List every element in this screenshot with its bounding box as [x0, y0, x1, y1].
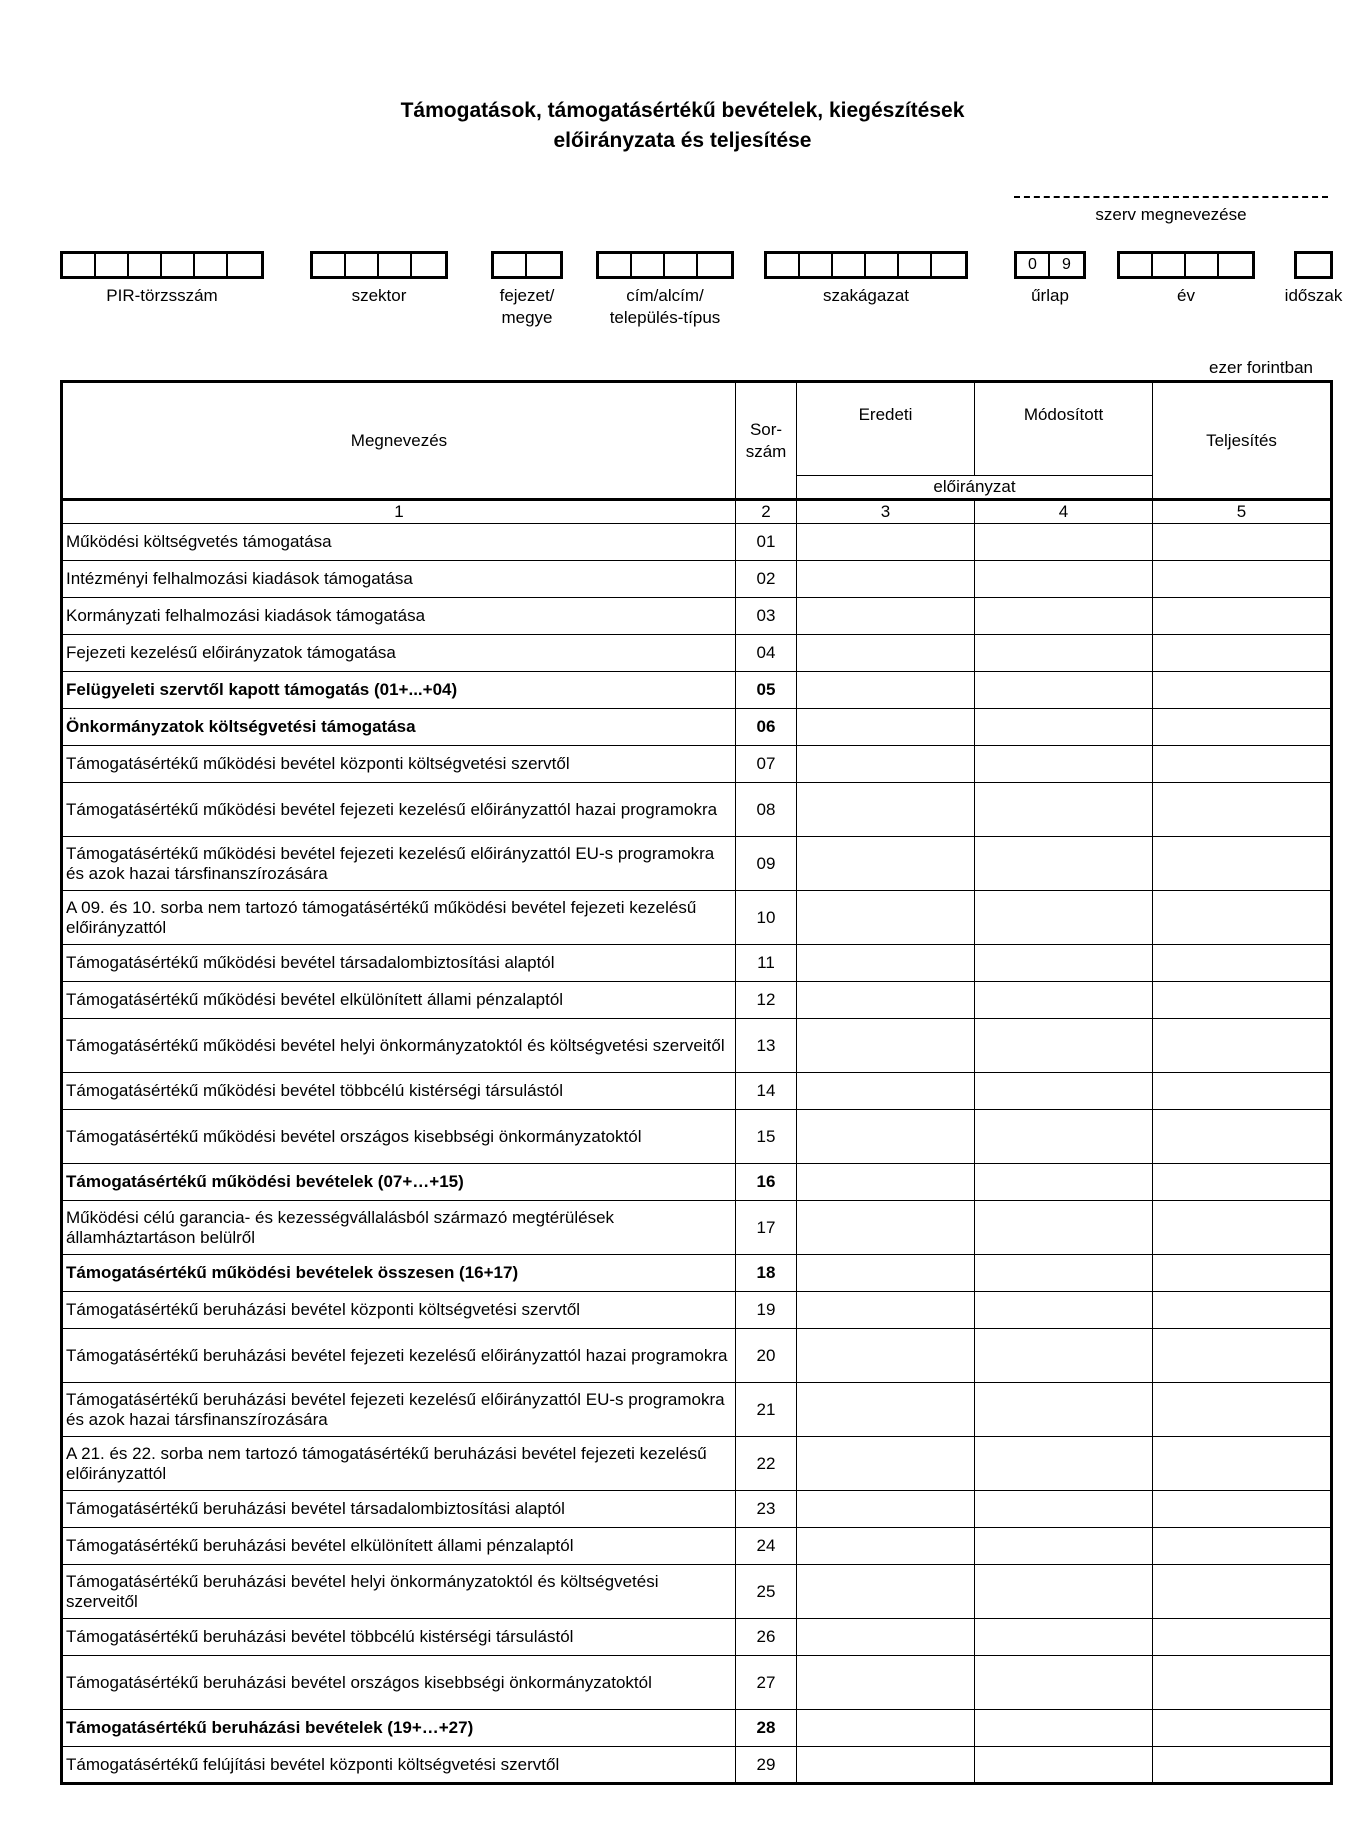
row-label: Támogatásértékű működési bevétel fejezeti kezelésű előirányzattól hazai programokra	[62, 783, 736, 837]
row-number: 19	[736, 1292, 797, 1329]
support-revenue-table	[60, 380, 1333, 1785]
row-label: Felügyeleti szervtől kapott támogatás (01+...+04)	[62, 672, 736, 709]
original-value-cell[interactable]	[797, 635, 975, 672]
code-digit-box[interactable]	[932, 254, 965, 276]
table-row	[62, 1164, 1332, 1201]
completion-value-cell[interactable]	[1153, 709, 1332, 746]
table-row	[62, 1383, 1332, 1437]
table-row	[62, 1710, 1332, 1747]
code-digit-box[interactable]	[767, 254, 800, 276]
original-value-cell[interactable]	[797, 837, 975, 891]
code-digit-box[interactable]	[346, 254, 379, 276]
row-label: A 09. és 10. sorba nem tartozó támogatásértékű működési bevétel fejezeti kezelésű előirányzattól	[62, 891, 736, 945]
row-number: 10	[736, 891, 797, 945]
original-value-cell[interactable]	[797, 1437, 975, 1491]
row-number: 05	[736, 672, 797, 709]
code-digit-box[interactable]	[665, 254, 698, 276]
form-title	[0, 96, 1365, 156]
row-number: 18	[736, 1255, 797, 1292]
original-value-cell[interactable]	[797, 1201, 975, 1255]
modified-value-cell[interactable]	[975, 1329, 1153, 1383]
completion-value-cell[interactable]	[1153, 1710, 1332, 1747]
table-row	[62, 1201, 1332, 1255]
code-label: űrlap	[1031, 286, 1069, 305]
code-label: fejezet/ megye	[499, 286, 555, 327]
row-number: 25	[736, 1565, 797, 1619]
modified-value-cell[interactable]	[975, 1710, 1153, 1747]
completion-value-cell[interactable]	[1153, 1255, 1332, 1292]
modified-value-cell[interactable]	[975, 1164, 1153, 1201]
code-group-2	[491, 251, 563, 327]
row-number: 26	[736, 1619, 797, 1656]
code-digit-box[interactable]	[96, 254, 129, 276]
code-group-7	[1284, 251, 1343, 305]
row-label: Támogatásértékű működési bevételek összesen (16+17)	[62, 1255, 736, 1292]
row-number: 08	[736, 783, 797, 837]
code-label: időszak	[1284, 286, 1343, 305]
modified-value-cell[interactable]	[975, 1437, 1153, 1491]
table-row	[62, 891, 1332, 945]
code-group-3	[596, 251, 734, 327]
row-number: 14	[736, 1073, 797, 1110]
code-digit-box[interactable]	[129, 254, 162, 276]
code-boxes[interactable]	[60, 251, 264, 279]
row-label: Kormányzati felhalmozási kiadások támogatása	[62, 598, 736, 635]
table-row	[62, 1255, 1332, 1292]
original-value-cell[interactable]	[797, 561, 975, 598]
code-boxes[interactable]	[491, 251, 563, 279]
row-label: Önkormányzatok költségvetési támogatása	[62, 709, 736, 746]
completion-value-cell[interactable]	[1153, 1383, 1332, 1437]
modified-value-cell[interactable]	[975, 1201, 1153, 1255]
table-row	[62, 672, 1332, 709]
modified-value-cell[interactable]	[975, 1073, 1153, 1110]
modified-value-cell[interactable]	[975, 945, 1153, 982]
code-digit-box[interactable]	[698, 254, 731, 276]
table-row	[62, 746, 1332, 783]
original-value-cell[interactable]	[797, 1110, 975, 1164]
row-number: 01	[736, 524, 797, 561]
table-row	[62, 1747, 1332, 1784]
completion-value-cell[interactable]	[1153, 672, 1332, 709]
code-digit-box[interactable]	[1120, 254, 1153, 276]
modified-value-cell[interactable]	[975, 709, 1153, 746]
code-digit-box[interactable]	[899, 254, 932, 276]
code-digit-box[interactable]	[599, 254, 632, 276]
code-label: év	[1177, 286, 1195, 305]
table-row	[62, 561, 1332, 598]
modified-value-cell[interactable]	[975, 672, 1153, 709]
code-label: cím/alcím/ település-típus	[609, 286, 721, 327]
header-budget-group: előirányzat	[797, 476, 1153, 500]
code-group-6	[1117, 251, 1255, 305]
modified-value-cell[interactable]	[975, 598, 1153, 635]
row-number: 03	[736, 598, 797, 635]
column-number: 3	[797, 500, 975, 524]
row-number: 02	[736, 561, 797, 598]
modified-value-cell[interactable]	[975, 1565, 1153, 1619]
form-title-line-2: előirányzata és teljesítése	[553, 129, 812, 152]
code-digit-box[interactable]	[1186, 254, 1219, 276]
completion-value-cell[interactable]	[1153, 1656, 1332, 1710]
row-number: 28	[736, 1710, 797, 1747]
modified-value-cell[interactable]	[975, 561, 1153, 598]
completion-value-cell[interactable]	[1153, 1565, 1332, 1619]
table-row	[62, 635, 1332, 672]
code-digit-box[interactable]	[632, 254, 665, 276]
modified-value-cell[interactable]	[975, 1019, 1153, 1073]
table-row	[62, 1656, 1332, 1710]
row-label: Támogatásértékű felújítási bevétel központi költségvetési szervtől	[62, 1747, 736, 1784]
original-value-cell[interactable]	[797, 982, 975, 1019]
original-value-cell[interactable]	[797, 1019, 975, 1073]
row-label: Támogatásértékű beruházási bevétel elkülönített állami pénzalaptól	[62, 1528, 736, 1565]
completion-value-cell[interactable]	[1153, 1201, 1332, 1255]
original-value-cell[interactable]	[797, 1565, 975, 1619]
row-number: 09	[736, 837, 797, 891]
row-number: 12	[736, 982, 797, 1019]
header-row-number	[736, 382, 797, 500]
table-row	[62, 1110, 1332, 1164]
code-boxes[interactable]	[1117, 251, 1255, 279]
row-number: 15	[736, 1110, 797, 1164]
row-number: 22	[736, 1437, 797, 1491]
completion-value-cell[interactable]	[1153, 1329, 1332, 1383]
column-number: 5	[1153, 500, 1332, 524]
modified-value-cell[interactable]	[975, 1656, 1153, 1710]
code-digit-box[interactable]	[379, 254, 412, 276]
row-number: 20	[736, 1329, 797, 1383]
column-number: 4	[975, 500, 1153, 524]
completion-value-cell[interactable]	[1153, 635, 1332, 672]
code-digit-box[interactable]	[800, 254, 833, 276]
row-label: Támogatásértékű működési bevétel fejezeti kezelésű előirányzattól EU-s programokra és azok hazai társfinanszírozására	[62, 837, 736, 891]
modified-value-cell[interactable]	[975, 746, 1153, 783]
code-digit-box[interactable]	[313, 254, 346, 276]
row-number: 23	[736, 1491, 797, 1528]
row-number: 27	[736, 1656, 797, 1710]
unit-label: ezer forintban	[1209, 358, 1313, 377]
organization-name-label: szerv megnevezése	[1095, 205, 1247, 224]
code-group-4	[764, 251, 968, 305]
original-value-cell[interactable]	[797, 1292, 975, 1329]
completion-value-cell[interactable]	[1153, 891, 1332, 945]
completion-value-cell[interactable]	[1153, 1437, 1332, 1491]
original-value-cell[interactable]	[797, 1164, 975, 1201]
table-row	[62, 837, 1332, 891]
table-row	[62, 1329, 1332, 1383]
table-row	[62, 1528, 1332, 1565]
row-label: Támogatásértékű működési bevételek (07+…+15)	[62, 1164, 736, 1201]
completion-value-cell[interactable]	[1153, 524, 1332, 561]
code-group-1	[310, 251, 448, 305]
table-row	[62, 783, 1332, 837]
completion-value-cell[interactable]	[1153, 1491, 1332, 1528]
modified-value-cell[interactable]	[975, 1292, 1153, 1329]
header-name: Megnevezés	[62, 382, 736, 500]
row-label: Támogatásértékű működési bevétel társadalombiztosítási alaptól	[62, 945, 736, 982]
row-label: Támogatásértékű beruházási bevétel fejezeti kezelésű előirányzattól hazai programokra	[62, 1329, 736, 1383]
completion-value-cell[interactable]	[1153, 561, 1332, 598]
completion-value-cell[interactable]	[1153, 1528, 1332, 1565]
modified-value-cell[interactable]	[975, 524, 1153, 561]
original-value-cell[interactable]	[797, 945, 975, 982]
code-digit-box[interactable]	[527, 254, 560, 276]
modified-value-cell[interactable]	[975, 1110, 1153, 1164]
original-value-cell[interactable]	[797, 1383, 975, 1437]
table-row	[62, 982, 1332, 1019]
row-number: 29	[736, 1747, 797, 1784]
modified-value-cell[interactable]	[975, 1619, 1153, 1656]
code-digit-box[interactable]	[162, 254, 195, 276]
code-digit-box[interactable]	[63, 254, 96, 276]
completion-value-cell[interactable]	[1153, 1073, 1332, 1110]
row-number: 11	[736, 945, 797, 982]
row-label: A 21. és 22. sorba nem tartozó támogatásértékű beruházási bevétel fejezeti kezelésű előirányzattól	[62, 1437, 736, 1491]
code-boxes[interactable]	[310, 251, 448, 279]
code-digit-box[interactable]	[1153, 254, 1186, 276]
row-label: Támogatásértékű beruházási bevétel fejezeti kezelésű előirányzattól EU-s programokra és azok hazai társfinanszírozására	[62, 1383, 736, 1437]
form-title-line-1: Támogatások, támogatásértékű bevételek, kiegészítések	[400, 99, 965, 122]
modified-value-cell[interactable]	[975, 1255, 1153, 1292]
code-label: PIR-törzsszám	[106, 286, 218, 305]
completion-value-cell[interactable]	[1153, 1164, 1332, 1201]
row-label: Támogatásértékű beruházási bevétel központi költségvetési szervtől	[62, 1292, 736, 1329]
code-digit-box[interactable]	[412, 254, 445, 276]
modified-value-cell[interactable]	[975, 982, 1153, 1019]
row-number: 21	[736, 1383, 797, 1437]
column-number-row	[62, 500, 1332, 524]
table-row	[62, 1619, 1332, 1656]
modified-value-cell[interactable]	[975, 1491, 1153, 1528]
table-row	[62, 1565, 1332, 1619]
header-modified: Módosított	[975, 382, 1153, 476]
code-boxes[interactable]	[764, 251, 968, 279]
original-value-cell[interactable]	[797, 1747, 975, 1784]
table-row	[62, 1019, 1332, 1073]
modified-value-cell[interactable]	[975, 891, 1153, 945]
code-boxes[interactable]	[1294, 251, 1333, 279]
table-row	[62, 1491, 1332, 1528]
row-label: Támogatásértékű beruházási bevétel helyi önkormányzatoktól és költségvetési szerveitől	[62, 1565, 736, 1619]
row-label: Támogatásértékű működési bevétel országos kisebbségi önkormányzatoktól	[62, 1110, 736, 1164]
row-number: 16	[736, 1164, 797, 1201]
original-value-cell[interactable]	[797, 783, 975, 837]
table-row	[62, 945, 1332, 982]
row-number: 13	[736, 1019, 797, 1073]
table-row	[62, 1437, 1332, 1491]
code-digit-box[interactable]	[228, 254, 261, 276]
row-number: 24	[736, 1528, 797, 1565]
modified-value-cell[interactable]	[975, 1383, 1153, 1437]
row-label: Működési célú garancia- és kezességvállalásból származó megtérülések államháztartáson belülről	[62, 1201, 736, 1255]
row-label: Támogatásértékű beruházási bevétel országos kisebbségi önkormányzatoktól	[62, 1656, 736, 1710]
code-boxes[interactable]	[596, 251, 734, 279]
original-value-cell[interactable]	[797, 1528, 975, 1565]
completion-value-cell[interactable]	[1153, 1292, 1332, 1329]
completion-value-cell[interactable]	[1153, 1019, 1332, 1073]
row-label: Intézményi felhalmozási kiadások támogatása	[62, 561, 736, 598]
completion-value-cell[interactable]	[1153, 1110, 1332, 1164]
table-row	[62, 598, 1332, 635]
table-row	[62, 524, 1332, 561]
original-value-cell[interactable]	[797, 1619, 975, 1656]
original-value-cell[interactable]	[797, 1656, 975, 1710]
original-value-cell[interactable]	[797, 598, 975, 635]
code-group-0	[60, 251, 264, 305]
table-row	[62, 1073, 1332, 1110]
row-label: Működési költségvetés támogatása	[62, 524, 736, 561]
organization-name-line[interactable]	[1014, 196, 1328, 198]
original-value-cell[interactable]	[797, 672, 975, 709]
row-label: Támogatásértékű működési bevétel helyi önkormányzatoktól és költségvetési szerveitől	[62, 1019, 736, 1073]
row-label: Támogatásértékű beruházási bevétel többcélú kistérségi társulástól	[62, 1619, 736, 1656]
original-value-cell[interactable]	[797, 524, 975, 561]
column-number: 2	[736, 500, 797, 524]
completion-value-cell[interactable]	[1153, 1619, 1332, 1656]
completion-value-cell[interactable]	[1153, 945, 1332, 982]
column-number: 1	[62, 500, 736, 524]
code-digit-box[interactable]	[866, 254, 899, 276]
original-value-cell[interactable]	[797, 709, 975, 746]
completion-value-cell[interactable]	[1153, 1747, 1332, 1784]
original-value-cell[interactable]	[797, 1255, 975, 1292]
modified-value-cell[interactable]	[975, 1528, 1153, 1565]
row-number: 07	[736, 746, 797, 783]
completion-value-cell[interactable]	[1153, 746, 1332, 783]
row-label: Támogatásértékű működési bevétel elkülönített állami pénzalaptól	[62, 982, 736, 1019]
row-number: 06	[736, 709, 797, 746]
completion-value-cell[interactable]	[1153, 982, 1332, 1019]
row-label: Támogatásértékű beruházási bevétel társadalombiztosítási alaptól	[62, 1491, 736, 1528]
original-value-cell[interactable]	[797, 1491, 975, 1528]
row-label: Támogatásértékű működési bevétel központi költségvetési szervtől	[62, 746, 736, 783]
modified-value-cell[interactable]	[975, 783, 1153, 837]
code-label: szektor	[351, 286, 407, 305]
table-row	[62, 709, 1332, 746]
completion-value-cell[interactable]	[1153, 598, 1332, 635]
modified-value-cell[interactable]	[975, 1747, 1153, 1784]
code-digit-box[interactable]	[833, 254, 866, 276]
original-value-cell[interactable]	[797, 746, 975, 783]
code-boxes[interactable]	[1014, 251, 1086, 279]
code-digit-box[interactable]: 9	[1062, 256, 1071, 273]
original-value-cell[interactable]	[797, 1710, 975, 1747]
code-digit-box[interactable]	[195, 254, 228, 276]
row-number: 17	[736, 1201, 797, 1255]
code-label: szakágazat	[823, 286, 909, 305]
original-value-cell[interactable]	[797, 891, 975, 945]
row-label: Támogatásértékű beruházási bevételek (19+…+27)	[62, 1710, 736, 1747]
completion-value-cell[interactable]	[1153, 783, 1332, 837]
header-row-number-text: Sor- szám	[745, 419, 787, 461]
original-value-cell[interactable]	[797, 1073, 975, 1110]
row-number: 04	[736, 635, 797, 672]
table-row	[62, 1292, 1332, 1329]
code-group-5	[1014, 251, 1086, 305]
code-digit-box[interactable]	[494, 254, 527, 276]
modified-value-cell[interactable]	[975, 837, 1153, 891]
row-label: Fejezeti kezelésű előirányzatok támogatása	[62, 635, 736, 672]
header-completion: Teljesítés	[1153, 382, 1332, 500]
completion-value-cell[interactable]	[1153, 837, 1332, 891]
code-digit-box[interactable]: 0	[1017, 254, 1050, 276]
header-original: Eredeti	[797, 382, 975, 476]
code-digit-box[interactable]	[1297, 254, 1330, 276]
modified-value-cell[interactable]	[975, 635, 1153, 672]
row-label: Támogatásértékű működési bevétel többcélú kistérségi társulástól	[62, 1073, 736, 1110]
code-digit-box[interactable]	[1219, 254, 1252, 276]
original-value-cell[interactable]	[797, 1329, 975, 1383]
